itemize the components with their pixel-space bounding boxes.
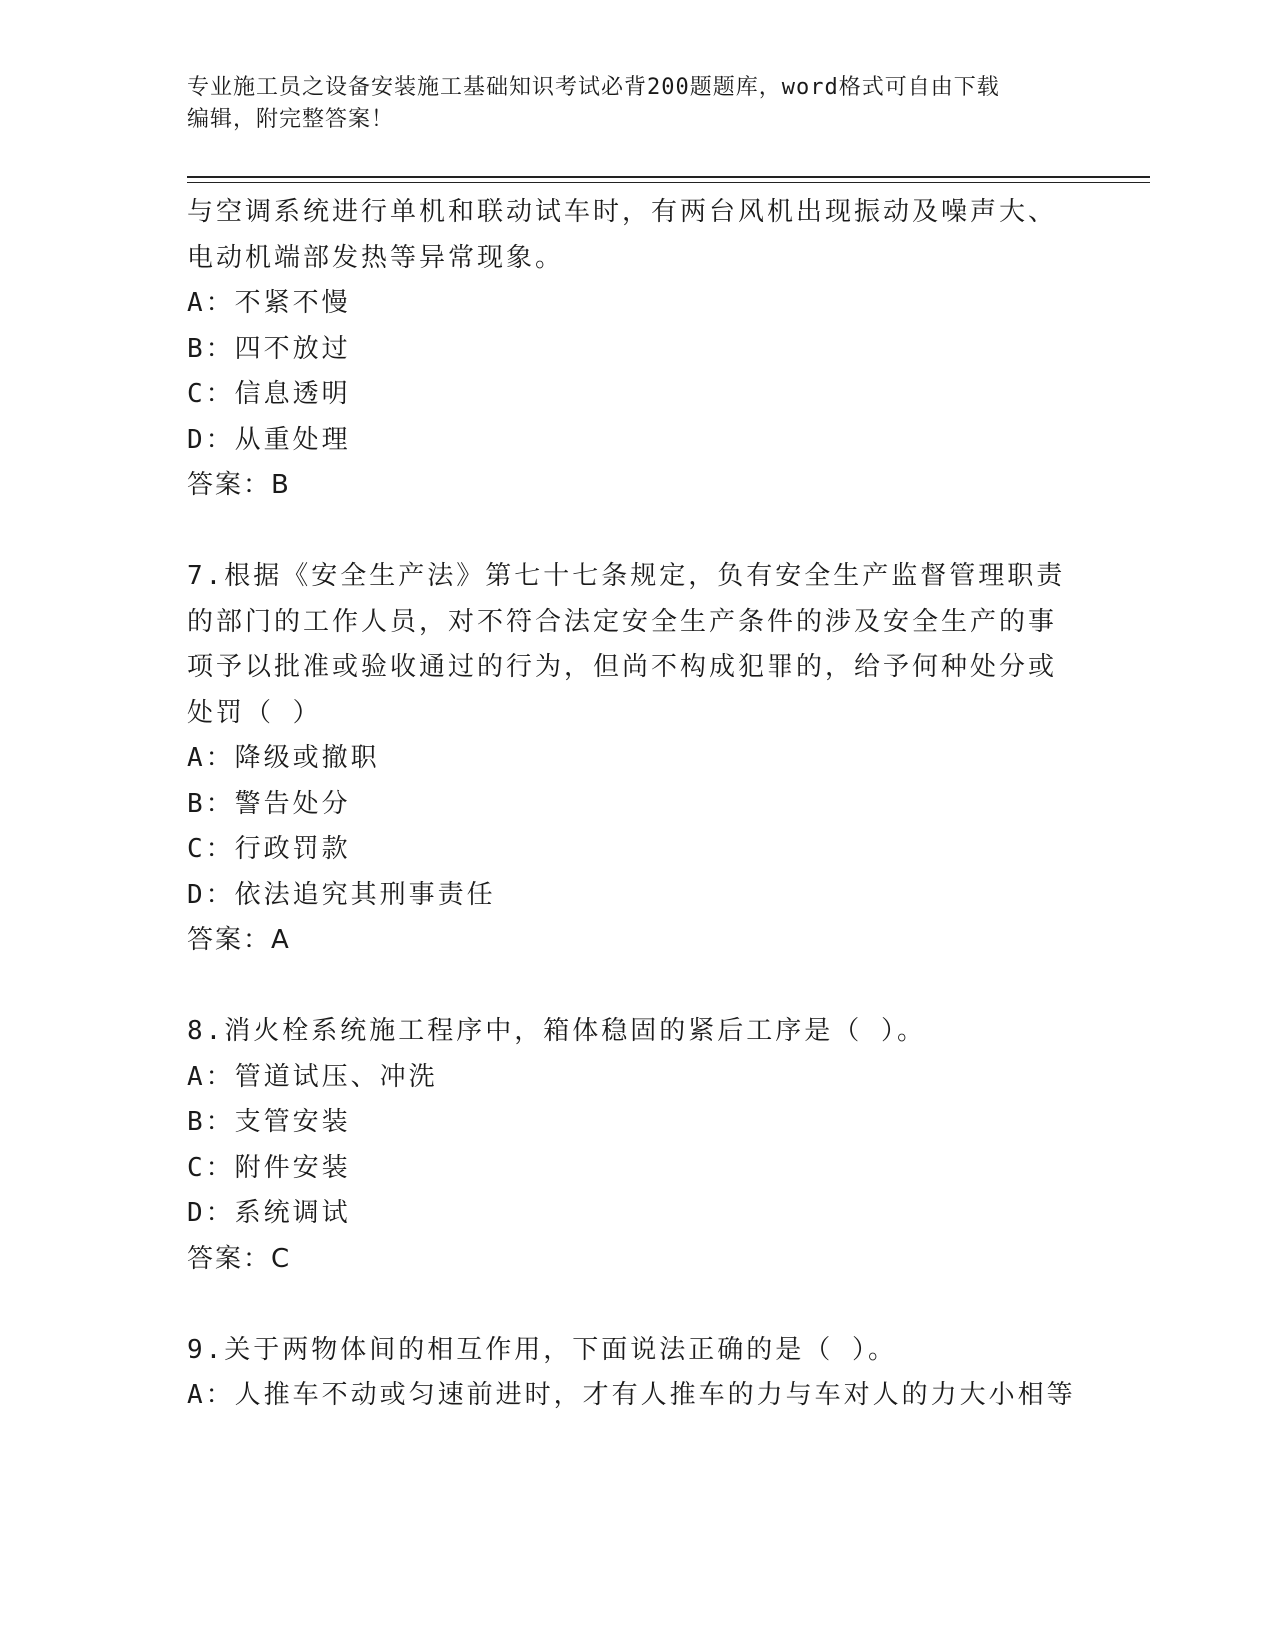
option-a: A：不紧不慢 xyxy=(187,288,351,318)
option-b: B：警告处分 xyxy=(187,788,351,819)
option-b: B：支管安装 xyxy=(187,1107,351,1137)
option-d: D：依法追究其刑事责任 xyxy=(187,879,496,910)
question-spacer xyxy=(187,964,1087,1010)
question-spacer xyxy=(187,509,1087,555)
question-stem-line: 8.消火栓系统施工程序中，箱体稳固的紧后工序是（ ）。 xyxy=(187,1016,926,1046)
option-c: C：信息透明 xyxy=(187,379,351,409)
question-block-9 xyxy=(187,1328,1087,1419)
question-stem-line: 与空调系统进行单机和联动试车时，有两台风机出现振动及噪声大、 xyxy=(187,197,1058,227)
option-c: C：行政罚款 xyxy=(187,834,351,864)
option-d: D：从重处理 xyxy=(187,424,351,455)
option-d: D：系统调试 xyxy=(187,1198,351,1228)
answer-line: 答案：C xyxy=(187,1243,292,1274)
question-block-6 xyxy=(187,190,1087,509)
header-rule-thin xyxy=(187,182,1150,183)
document-header xyxy=(187,72,1087,136)
question-stem-line: 处罚（ ） xyxy=(187,697,322,728)
option-a: A：人推车不动或匀速前进时，才有人推车的力与车对人的力大小相等 xyxy=(187,1380,1076,1410)
header-rule-thick xyxy=(187,176,1150,178)
answer-line: 答案：B xyxy=(187,470,291,500)
question-spacer xyxy=(187,1282,1087,1328)
question-stem-line: 电动机端部发热等异常现象。 xyxy=(187,242,565,273)
question-stem-line: 的部门的工作人员，对不符合法定安全生产条件的涉及安全生产的事 xyxy=(187,606,1058,637)
header-line-1: 专业施工员之设备安装施工基础知识考试必背200题题库，word格式可自由下载 xyxy=(187,75,1000,100)
question-list xyxy=(187,190,1087,1419)
question-stem-line: 9.关于两物体间的相互作用，下面说法正确的是（ ）。 xyxy=(187,1334,897,1365)
answer-line: 答案：A xyxy=(187,925,291,955)
option-a: A：管道试压、冲洗 xyxy=(187,1061,438,1092)
question-block-8 xyxy=(187,1009,1087,1282)
option-c: C：附件安装 xyxy=(187,1152,351,1183)
question-stem-line: 7.根据《安全生产法》第七十七条规定，负有安全生产监督管理职责 xyxy=(187,561,1066,591)
question-block-7 xyxy=(187,554,1087,964)
header-line-2: 编辑，附完整答案！ xyxy=(187,107,395,132)
option-b: B：四不放过 xyxy=(187,333,351,364)
question-stem-line: 项予以批准或验收通过的行为，但尚不构成犯罪的，给予何种处分或 xyxy=(187,652,1058,682)
option-a: A：降级或撤职 xyxy=(187,743,380,773)
